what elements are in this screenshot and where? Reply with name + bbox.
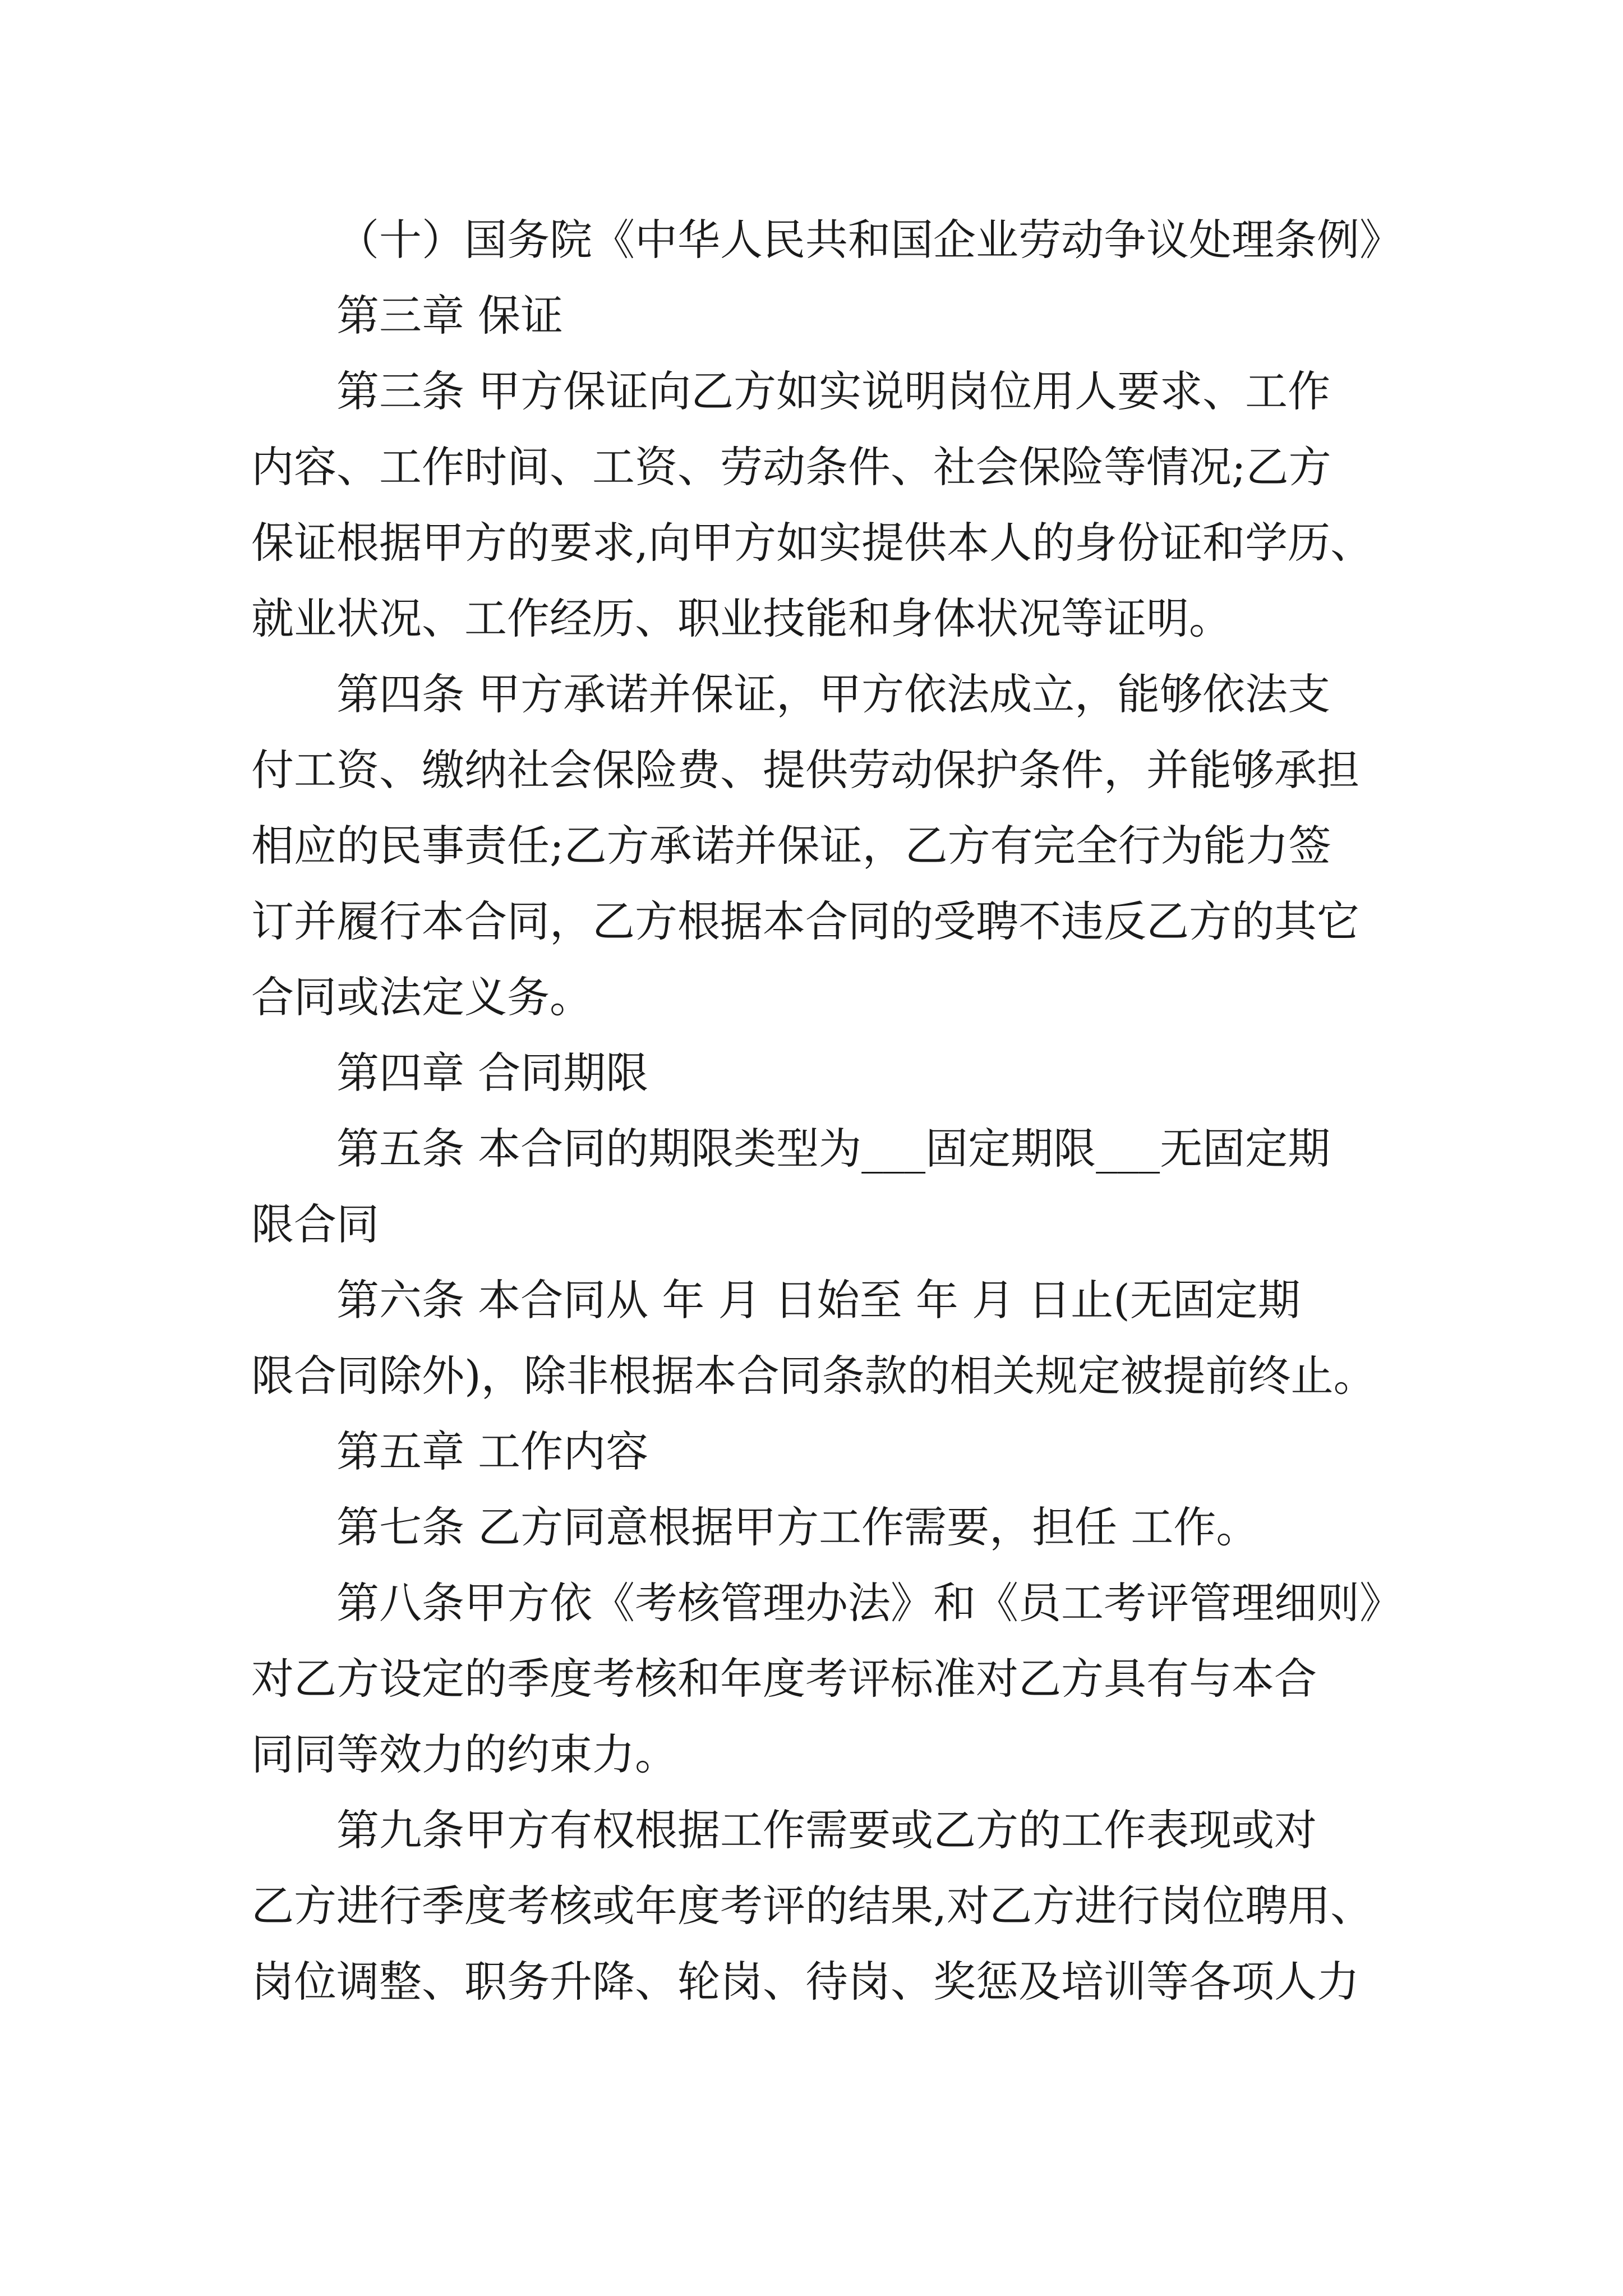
- text-line: 第六条 本合同从 年 月 日始至 年 月 日止(无固定期: [336, 1275, 1301, 1325]
- text-line: 第八条甲方依《考核管理办法》和《员工考评管理细则》: [336, 1578, 1402, 1628]
- text-line: 第七条 乙方同意根据甲方工作需要，担任 工作。: [336, 1502, 1259, 1552]
- chapter-heading: 第四章 合同期限: [336, 1048, 649, 1098]
- text-line: 内容、工作时间、工资、劳动条件、社会保险等情况;乙方: [251, 442, 1331, 492]
- text-line: 同同等效力的约束力。: [251, 1729, 677, 1779]
- text-line: 限合同除外)，除非根据本合同条款的相关规定被提前终止。: [251, 1351, 1376, 1401]
- text-line: 岗位调整、职务升降、轮岗、待岗、奖惩及培训等各项人力: [251, 1957, 1359, 2007]
- text-line: 保证根据甲方的要求,向甲方如实提供本人的身份证和学历、: [251, 518, 1373, 568]
- text-line: 付工资、缴纳社会保险费、提供劳动保护条件，并能够承担: [251, 745, 1359, 795]
- text-line: 对乙方设定的季度考核和年度考评标准对乙方具有与本合: [251, 1654, 1317, 1704]
- text-line: 订并履行本合同，乙方根据本合同的受聘不违反乙方的其它: [251, 896, 1359, 946]
- text-line: 第三条 甲方保证向乙方如实说明岗位用人要求、工作: [336, 366, 1331, 416]
- text-line: 第五条 本合同的期限类型为___固定期限___无固定期: [336, 1124, 1331, 1174]
- text-line: 乙方进行季度考核或年度考评的结果,对乙方进行岗位聘用、: [251, 1881, 1373, 1931]
- text-line: 相应的民事责任;乙方承诺并保证，乙方有完全行为能力签: [251, 821, 1331, 871]
- text-line: 合同或法定义务。: [251, 972, 592, 1022]
- text-line: （十）国务院《中华人民共和国企业劳动争议处理条例》: [336, 215, 1402, 265]
- text-line: 第四条 甲方承诺并保证，甲方依法成立，能够依法支: [336, 669, 1331, 719]
- text-line: 就业状况、工作经历、职业技能和身体状况等证明。: [251, 593, 1232, 643]
- chapter-heading: 第三章 保证: [336, 291, 564, 341]
- chapter-heading: 第五章 工作内容: [336, 1427, 649, 1476]
- text-line: 限合同: [251, 1199, 379, 1249]
- text-line: 第九条甲方有权根据工作需要或乙方的工作表现或对: [336, 1805, 1317, 1855]
